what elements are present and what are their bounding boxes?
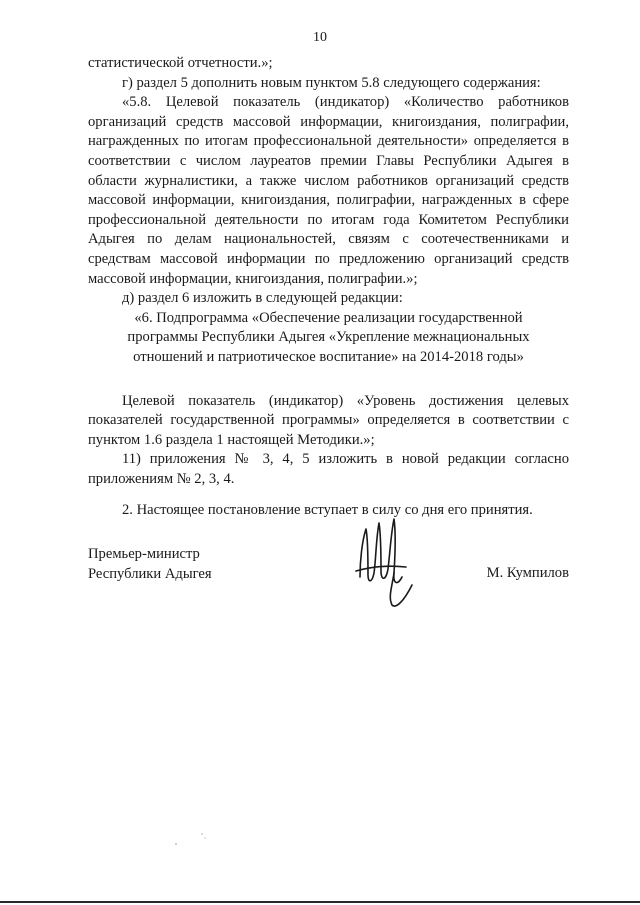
paragraph-amendment-11: 11) приложения № 3, 4, 5 изложить в новой редакции согласно приложениям № 2, 3, 4. — [88, 451, 569, 487]
document-body — [88, 54, 569, 521]
page-number: 10 — [313, 30, 327, 45]
paragraph-point-5-8: «5.8. Целевой показатель (индикатор) «Количество работников организаций средств массовой информации, книгоиздания, полиграфии, награжденных по итогам профессиональной деятельности» определяется в соответствии с числом лауреатов премии Главы Республики Адыгея в области журналистики, а также числом работников организаций средств массовой информации, книгоиздания, полиграфии, награжденных в сфере профессиональной деятельности по итогам года Комитетом Республики Адыгея по делам национальностей, связям с соотечественниками и средствам массовой информации по предложению организаций средств массовой информации, книгоиздания, полиграфии.»; — [88, 94, 569, 287]
paragraph-effective-date: 2. Настоящее постановление вступает в силу со дня его принятия. — [122, 502, 533, 519]
scan-bottom-edge — [0, 901, 640, 903]
paragraph-amendment-d: д) раздел 6 изложить в следующей редакции: — [122, 290, 403, 307]
signatory-name: М. Кумпилов — [486, 565, 569, 581]
handwritten-signature — [346, 511, 426, 611]
signatory-title — [88, 545, 212, 584]
paragraph-target-indicator: Целевой показатель (индикатор) «Уровень достижения целевых показателей государственной программы» определяется в соответствии с пунктом 1.6 раздела 1 настоящей Методики.»; — [88, 392, 569, 448]
signatory-title-line1: Премьер-министр — [88, 546, 200, 562]
signatory-title-line2: Республики Адыгея — [88, 565, 212, 582]
scan-specks — [172, 828, 212, 848]
paragraph-amendment-g: г) раздел 5 дополнить новым пунктом 5.8 следующего содержания: — [122, 74, 541, 91]
paragraph-continuation: статистической отчетности.»; — [88, 55, 273, 71]
subprogram-heading: «6. Подпрограмма «Обеспечение реализации государственной программы Республики Адыгея «Укрепление межнациональных отношений и патриотическое воспитание» на 2014-2018 годы» — [127, 309, 530, 365]
